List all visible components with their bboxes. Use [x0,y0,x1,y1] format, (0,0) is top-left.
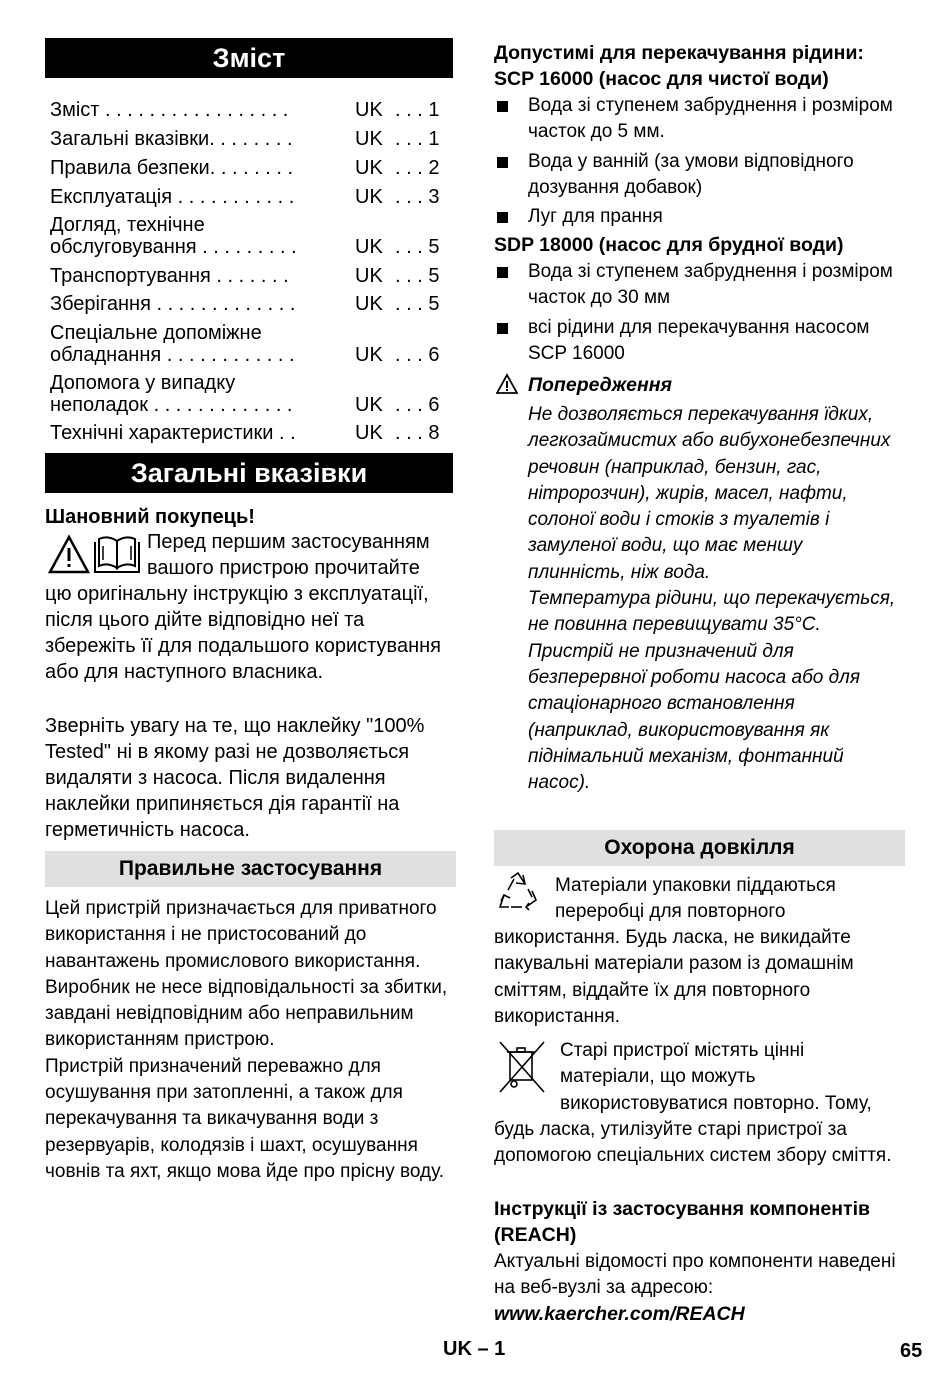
warning-triangle-icon [496,373,518,395]
section-title-proper-use: Правильне застосування [45,851,456,887]
old-devices-line-1: Старі пристрої містять цінні [560,1040,805,1061]
footer-page-number: 65 [900,1340,923,1362]
recycling-icon [496,870,540,914]
toc-item[interactable]: Допомога у випадку неполадок . . . . . . . . . . . . . UK . . . 6 [50,372,440,416]
warning-read-manual-icon [47,534,143,576]
old-devices-line-3: використовуватися повторно. Тому, [560,1093,872,1114]
greeting: Шановний покупець! [45,506,255,528]
intro-text: цю оригінальну інструкцію з експлуатації, після цього дійте відповідно неї та збережіть її для подальшого користування або для наступного власника. [45,583,441,683]
scp-list [494,93,896,230]
list-item: Вода зі ступенем забруднення і розміром часток до 30 мм [494,259,896,312]
proper-use-text: Цей пристрій призначається для приватного використання і не пристосований до навантажень промислового використання. Виробник не несе відповідальності за збитки, завдані невідповідним або неправильним використанням пристрою. Пристрій призначений переважно для осушування при затопленні, а також для перекачування та викачування води з резервуарів, колодязів і шахт, осушування човнів та яхт, якщо мова йде про прісну воду. [45,898,448,1182]
section-title-general: Загальні вказівки [45,453,453,493]
old-devices-text: будь ласка, утилізуйте старі пристрої за допомогою спеціальних систем збору сміття. [494,1119,892,1167]
list-item: всі рідини для перекачування насосом SCP 16000 [494,315,896,368]
old-devices-line-2: матеріали, що можуть [560,1066,756,1087]
sticker-note: Зверніть увагу на те, що наклейку "100% Tested" ні в якому разі не дозволяється видаляти з насоса. Після видалення наклейки припиняється дія гарантії на герметичність насоса. [45,715,425,841]
packaging-text: використання. Будь ласка, не викидайте пакувальні матеріали разом із домашнім сміттям, віддайте їх для повторного використання. [494,927,854,1027]
reach-title: Інструкції із застосування компонентів (REACH) [494,1198,871,1246]
toc-item[interactable]: Спеціальне допоміжне обладнання . . . . . . . . . . . . UK . . . 6 [50,322,440,366]
crossed-bin-icon [498,1040,546,1096]
list-item: Вода зі ступенем забруднення і розміром часток до 5 мм. [494,93,896,146]
scp-title: SCP 16000 (насос для чистої води) [494,68,829,90]
section-title-environment: Охорона довкілля [494,830,905,866]
toc-title: Зміст [45,38,453,78]
sdp-title: SDP 18000 (насос для брудної води) [494,234,844,256]
list-item: Вода у ванній (за умови відповідного дозування добавок) [494,149,896,202]
toc-item[interactable]: Догляд, технічне обслуговування . . . . . . . . . UK . . . 5 [50,214,440,258]
list-item: Луг для прання [494,204,896,230]
packaging-line-1: Матеріали упаковки піддаються [555,875,836,896]
reach-text: Актуальні відомості про компоненти наведені на веб-вузлі за адресою: [494,1251,896,1299]
liquids-heading: Допустимі для перекачування рідини: [494,42,864,64]
reach-link[interactable]: www.kaercher.com/REACH [494,1303,745,1325]
intro-line-2: вашого пристрою прочитайте [147,557,420,579]
sdp-list [494,259,896,367]
warning-label: Попередження [528,374,672,396]
intro-line-1: Перед першим застосуванням [147,531,430,553]
footer-page-label: UK – 1 [443,1338,506,1360]
packaging-line-2: переробці для повторного [555,901,786,922]
warning-text: Не дозволяється перекачування їдких, легкозаймистих або вибухонебезпечних речовин (наприклад, бензин, гас, нітророзчин), жирів, масел, нафти, солоної води і стоків з туалетів і замуленої води, що має меншу плинність, ніж вода. Температура рідини, що перекачується, не повинна перевищувати 35°C. Пристрій не призначений для безперервної роботи насоса або для стаціонарного встановлення (наприклад, використовування як піднімальний механізм, фонтанний насос). [528,404,896,794]
